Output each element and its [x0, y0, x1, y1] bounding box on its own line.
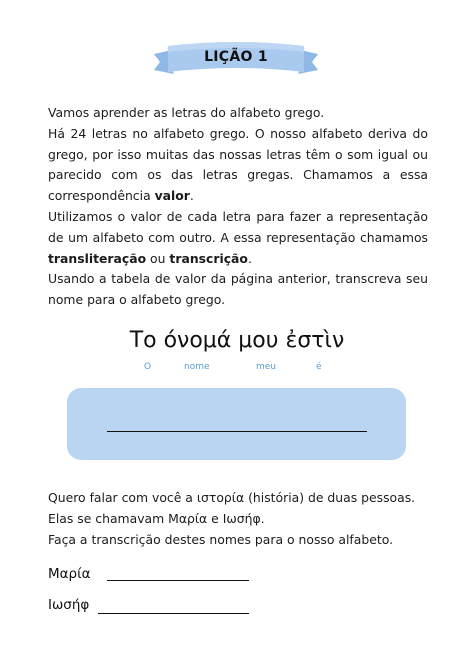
lesson-banner	[150, 40, 322, 82]
name-maria-inline: Μαρία	[168, 510, 208, 526]
intro-paragraph-3	[48, 207, 428, 269]
story-l1-end: (história) de duas pessoas.	[244, 490, 416, 505]
gloss-o: O	[144, 362, 152, 372]
term-transliteracao: transliteração	[48, 250, 147, 266]
name-answer-box[interactable]	[67, 388, 406, 460]
story-line-2	[48, 509, 438, 530]
name-iosif-inline: Ιωσήφ	[222, 510, 261, 526]
story-text	[48, 488, 438, 550]
gloss-nome: nome	[184, 362, 210, 372]
intro-paragraph-1: Vamos aprender as letras do alfabeto grego.	[48, 105, 325, 120]
intro-text	[48, 103, 428, 311]
gloss-e: é	[316, 362, 322, 372]
name-maria-label: Μαρία	[48, 566, 91, 582]
term-valor: valor	[154, 188, 190, 204]
word-istoria: ιστορία	[196, 490, 245, 505]
intro-p2-end: .	[189, 188, 194, 204]
name-answer-line[interactable]	[107, 431, 367, 432]
story-l2-text: Elas se chamavam	[48, 510, 169, 526]
intro-p2-text: Há 24 letras no alfabeto grego. O nosso alfabeto deriva do grego, por isso muitas das nossas letras têm o som igual ou parecido com os das letras gregas. Chamamos a essa correspondência	[48, 125, 428, 204]
story-line-3: Faça a transcrição destes nomes para o nosso alfabeto.	[48, 531, 394, 547]
intro-p3-mid: ou	[146, 250, 170, 266]
gloss-meu: meu	[256, 362, 277, 372]
lesson-title: LIÇÃO 1	[204, 49, 268, 65]
story-l1-text: Quero falar com você a	[48, 490, 197, 505]
intro-paragraph-2	[48, 124, 428, 207]
greek-phrase: Το όνομά μου ἐστὶν	[129, 328, 345, 353]
intro-paragraph-4: Usando a tabela de valor da página anterior, transcreva seu nome para o alfabeto grego.	[48, 271, 428, 308]
intro-p3-end: .	[247, 250, 252, 266]
name-row-maria	[48, 566, 91, 582]
story-line-1	[48, 488, 438, 509]
name-iosif-label: Ιωσήφ	[48, 597, 90, 613]
maria-answer-line[interactable]	[107, 580, 249, 581]
term-transcricao: transcrição	[169, 250, 248, 266]
story-l2-mid: e	[207, 510, 223, 526]
name-row-iosif	[48, 597, 89, 613]
story-l2-end: .	[260, 510, 265, 526]
intro-p3-text: Utilizamos o valor de cada letra para fazer a representação de um alfabeto com outro. A essa representação chamamos	[48, 208, 428, 245]
iosif-answer-line[interactable]	[98, 613, 249, 614]
